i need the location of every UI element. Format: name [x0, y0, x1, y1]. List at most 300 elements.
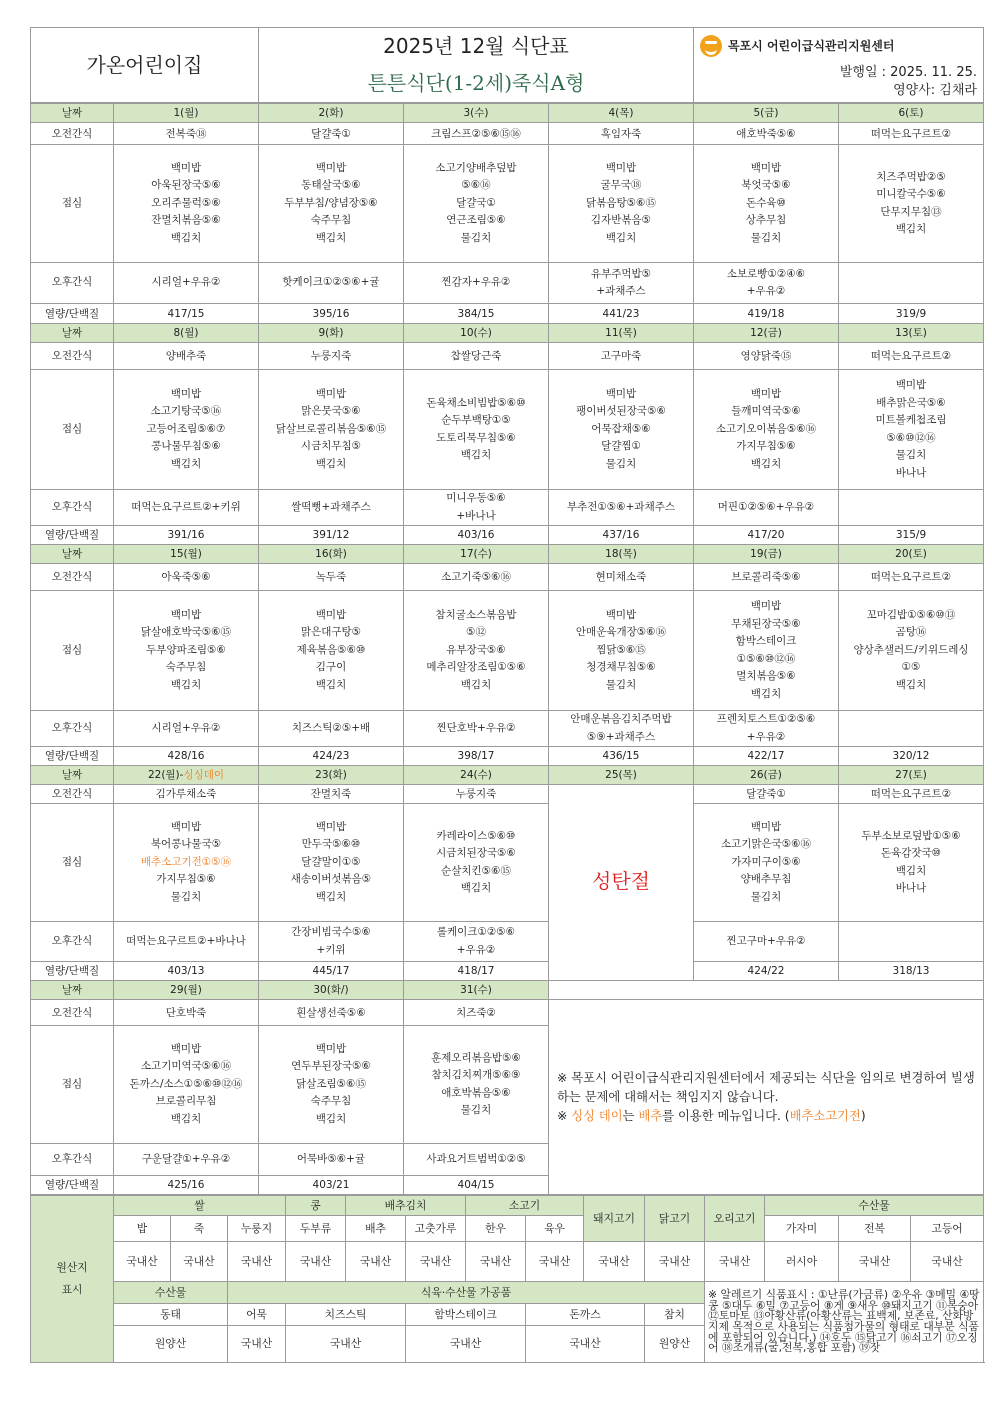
lunch-menu [259, 145, 404, 263]
menu-line: 백미밥 [895, 379, 927, 391]
origin2-value: 국내산 [286, 1326, 406, 1363]
lunch-menu [114, 1026, 259, 1144]
day-header [694, 545, 839, 564]
morning-snack: 브로콜리죽⑤⑥ [694, 564, 839, 591]
kcal-value: 418/17 [404, 962, 549, 981]
lunch-row [31, 370, 984, 490]
origin-group-pork: 돼지고기 [584, 1196, 645, 1242]
morning-snack: 떠먹는요구르트② [839, 564, 984, 591]
day-header [549, 545, 694, 564]
menu-sheet [30, 27, 983, 1363]
label-date: 날짜 [31, 545, 114, 564]
issue-date: 발행일 : 2025. 11. 25. [839, 64, 977, 80]
day-text: 18(목) [605, 548, 637, 560]
day-text: 8(월) [173, 327, 199, 339]
kcal-value: 441/23 [549, 304, 694, 324]
menu-line: 시리얼+우유② [151, 276, 221, 289]
day-text: 17(수) [460, 548, 492, 560]
kcal-value: 436/15 [549, 747, 694, 766]
kcal-row [31, 304, 984, 324]
day-text: 10(수) [460, 327, 492, 339]
menu-line: 찜닭⑤⑥⑮ [596, 643, 646, 656]
menu-line: 연근조림⑤⑥ [446, 214, 506, 227]
afternoon-snack [259, 711, 404, 747]
day-text: 19(금) [750, 548, 782, 560]
menu-line: 가지무침⑤⑥ [156, 873, 216, 886]
kcal-value: 428/16 [114, 747, 259, 766]
day-text: 23(화) [315, 769, 347, 781]
menu-line: 백김치 [460, 449, 492, 461]
morning-snack: 전복죽⑱ [114, 123, 259, 145]
notice-fragment: 싱싱 데이 [571, 1108, 623, 1123]
menu-line: 순살치킨⑤⑥⑮ [441, 864, 511, 877]
day-header [549, 766, 694, 785]
morning-snack: 애호박죽⑤⑥ [694, 123, 839, 145]
menu-line: 청경채무침⑤⑥ [586, 661, 656, 674]
menu-line: 배추맑은국⑤⑥ [876, 396, 946, 409]
morning-row [31, 123, 984, 145]
morning-snack: 떠먹는요구르트② [839, 343, 984, 370]
afternoon-snack [404, 490, 549, 526]
menu-line: 백김치 [315, 678, 347, 691]
day-text: 13(토) [895, 327, 927, 339]
morning-snack: 흑임자죽 [549, 123, 694, 145]
menu-line: 핫케이크①②⑤⑥+귤 [282, 276, 380, 289]
afternoon-row [31, 490, 984, 526]
menu-line: 백미밥 [750, 600, 782, 612]
origin-value: 국내산 [406, 1242, 466, 1282]
afternoon-row [31, 263, 984, 304]
menu-line: 소고기양배추덮밥 [435, 161, 517, 174]
menu-line: 참치굴소스볶음밥 [435, 608, 517, 621]
menu-line: 콩나물무침⑤⑥ [151, 440, 221, 453]
label-kcal: 열량/단백질 [31, 1176, 114, 1195]
day-row [31, 104, 984, 123]
menu-line: 닭볶음탕⑤⑥⑮ [586, 196, 656, 209]
menu-line: +과채주스 [596, 285, 646, 297]
origin-label: 원산지 표시 [31, 1196, 114, 1363]
day-text: 16(화) [315, 548, 347, 560]
menu-line: 꼬마김밥①⑤⑥⑩⑬ [866, 608, 956, 621]
lunch-menu [839, 804, 984, 922]
kcal-value: 398/17 [404, 747, 549, 766]
morning-snack: 소고기죽⑤⑥⑯ [404, 564, 549, 591]
origin-group-seafood: 수산물 [765, 1196, 984, 1216]
menu-line: 시금치무침⑤ [300, 440, 362, 453]
menu-line: 백김치 [605, 231, 637, 244]
menu-line: 미니우동⑤⑥ [446, 492, 506, 504]
afternoon-snack [259, 1144, 404, 1176]
lunch-menu [114, 370, 259, 490]
menu-line: 소고기오이볶음⑤⑥⑯ [715, 422, 817, 435]
afternoon-snack [839, 490, 984, 526]
menu-line: ⑤⑥⑩⑫⑯ [886, 431, 936, 444]
day-header [404, 324, 549, 343]
morning-snack: 녹두죽 [259, 564, 404, 591]
kcal-value: 391/16 [114, 526, 259, 545]
kcal-row [31, 962, 984, 981]
afternoon-snack [694, 711, 839, 747]
morning-snack: 떠먹는요구르트② [839, 123, 984, 145]
lunch-menu [404, 591, 549, 711]
label-afternoon: 오후간식 [31, 711, 114, 747]
menu-line: +바나나 [456, 509, 496, 522]
center-name: 가온어린이집 [31, 28, 259, 103]
menu-line: 달걀국① [456, 196, 496, 209]
afternoon-snack [694, 263, 839, 304]
menu-line: 물김치 [750, 890, 782, 903]
notice-fragment: 를 이용한 메뉴입니다. ( [662, 1108, 790, 1123]
menu-line: 물김치 [605, 678, 637, 691]
day-text: 4(목) [608, 107, 634, 119]
origin-value: 국내산 [584, 1242, 645, 1282]
menu-line: 아욱된장국⑤⑥ [151, 179, 221, 192]
origin-group-beef: 소고기 [466, 1196, 584, 1216]
menu-line: 백미밥 [750, 161, 782, 174]
label-morning: 오전간식 [31, 123, 114, 145]
day-header [404, 981, 549, 1000]
afternoon-snack [839, 711, 984, 747]
menu-line: 새송이버섯볶음⑤ [290, 873, 372, 886]
lunch-row [31, 804, 984, 922]
afternoon-snack [694, 922, 839, 962]
menu-line: 오리주물럭⑤⑥ [151, 196, 221, 209]
day-text: 31(수) [460, 984, 492, 996]
day-text: 3(수) [463, 107, 489, 119]
menu-line: 두부소보로덮밥①⑤⑥ [861, 829, 961, 842]
menu-line: 어묵잡채⑤⑥ [591, 422, 651, 435]
kcal-row [31, 526, 984, 545]
allergy-legend: ※ 알레르기 식품표시 : ①난류(가금류) ②우유 ③메밀 ④땅콩 ⑤대두 ⑥밀 ⑦고등어 ⑧게 ⑨새우 ⑩돼지고기 ⑪복숭아 ⑫토마토 ⑬아황산류(아황산류는 표백제, 보존료, 산화방지제 목적으로 사용되는 식품첨가물의 형태로 대부분 식품에 포함되어 있습니다.) ⑭호두 ⑮닭고기 ⑯쇠고기 ⑰오징어 ⑱조개류(굴,전복,홍합 포함) ⑲잣 [705, 1282, 984, 1363]
menu-line: 소고기미역국⑤⑥⑯ [140, 1060, 232, 1073]
notice-fragment: 배추 [638, 1108, 663, 1123]
empty-day [549, 981, 984, 1000]
kcal-value: 403/21 [259, 1176, 404, 1195]
menu-line: 치즈스틱②⑤+배 [291, 721, 371, 734]
morning-snack: 달걀죽① [259, 123, 404, 145]
menu-line: 찐단호박+우유② [436, 721, 516, 734]
menu-line: 북어콩나물국⑤ [150, 838, 222, 851]
origin2-value: 원양산 [645, 1326, 705, 1363]
menu-line: 백미밥 [315, 608, 347, 621]
morning-snack: 영양닭죽⑮ [694, 343, 839, 370]
origin-value: 국내산 [466, 1242, 526, 1282]
menu-line: 맑은뭇국⑤⑥ [301, 405, 361, 418]
menu-line: 백김치 [460, 882, 492, 894]
afternoon-snack [694, 490, 839, 526]
menu-line: 카레라이스⑤⑥⑩ [436, 829, 516, 842]
origin-sub-header: 한우 [466, 1216, 526, 1242]
afternoon-snack [259, 490, 404, 526]
lunch-menu [259, 591, 404, 711]
origin-sub-header: 밥 [114, 1216, 171, 1242]
day-text: 29(월) [170, 984, 202, 996]
origin2-value: 국내산 [228, 1326, 286, 1363]
menu-line: ⑤⑨+과채주스 [586, 730, 656, 743]
menu-line: 시리얼+우유② [151, 721, 221, 734]
lunch-menu [549, 145, 694, 263]
menu-line: ①⑤⑥⑩⑫⑯ [736, 652, 796, 665]
origin-sub-header: 배추 [346, 1216, 406, 1242]
origin-value: 국내산 [839, 1242, 911, 1282]
day-header [694, 104, 839, 123]
lunch-menu [404, 370, 549, 490]
menu-line: 배추소고기전①⑤⑯ [140, 855, 232, 868]
lunch-menu [694, 591, 839, 711]
notice-line1: ※ 목포시 어린이급식관리지원센터에서 제공되는 식단을 임의로 변경하여 빌생하는 문제에 대해서는 책임지지 않습니다. [557, 1070, 975, 1104]
kcal-value: 445/17 [259, 962, 404, 981]
menu-line: 함박스테이크 [735, 635, 797, 647]
menu-line: 달걀찜① [601, 440, 641, 453]
issue-meta [694, 64, 984, 103]
afternoon-snack [114, 490, 259, 526]
origin-value: 국내산 [526, 1242, 584, 1282]
menu-line: 부추전①⑤⑥+과채주스 [566, 500, 676, 513]
kcal-value: 437/16 [549, 526, 694, 545]
day-header [404, 104, 549, 123]
day-row [31, 981, 984, 1000]
day-text: 26(금) [750, 769, 782, 781]
menu-line: 백미밥 [170, 387, 202, 400]
menu-line: 바나나 [895, 882, 927, 894]
menu-line: 순두부백탕①⑤ [441, 414, 511, 426]
lunch-menu [404, 804, 549, 922]
day-text: 11(목) [605, 327, 637, 339]
lunch-menu [694, 370, 839, 490]
lunch-menu [404, 145, 549, 263]
day-header [839, 104, 984, 123]
lunch-menu [694, 804, 839, 922]
afternoon-snack [114, 263, 259, 304]
morning-snack: 찹쌀당근죽 [404, 343, 549, 370]
kcal-value: 424/22 [694, 962, 839, 981]
day-header [259, 981, 404, 1000]
label-date: 날짜 [31, 104, 114, 123]
label-date: 날짜 [31, 766, 114, 785]
afternoon-snack [114, 922, 259, 962]
menu-line: 물김치 [605, 457, 637, 470]
menu-line: 잔멸치볶음⑤⑥ [151, 214, 221, 227]
origin2-sub-header: 돈까스 [526, 1304, 645, 1326]
morning-snack: 아욱죽⑤⑥ [114, 564, 259, 591]
menu-line: 유부주먹밥⑤ [590, 267, 652, 280]
lunch-menu [404, 1026, 549, 1144]
day-text: 20(토) [895, 548, 927, 560]
day-text: 22(월)- [147, 769, 184, 781]
lunch-menu [259, 370, 404, 490]
menu-line: 닭살애호박국⑤⑥⑮ [140, 626, 232, 639]
morning-snack: 흰살생선죽⑤⑥ [259, 1000, 404, 1026]
origin-group-rice: 쌀 [114, 1196, 286, 1216]
origin-sub-header: 두부류 [286, 1216, 346, 1242]
afternoon-snack [404, 1144, 549, 1176]
menu-line: 물김치 [895, 449, 927, 461]
dietitian: 영양사: 김채라 [893, 82, 977, 98]
menu-line: 참치김치찌개⑤⑥⑨ [431, 1069, 521, 1081]
label-afternoon: 오후간식 [31, 1144, 114, 1176]
notice-fragment: 는 [622, 1108, 639, 1123]
menu-line: 백미밥 [315, 387, 347, 400]
menu-line: 백미밥 [605, 387, 637, 400]
morning-snack: 누룽지죽 [259, 343, 404, 370]
label-morning: 오전간식 [31, 1000, 114, 1026]
day-header [259, 766, 404, 785]
menu-line: 백김치 [170, 1112, 202, 1125]
kcal-value: 419/18 [694, 304, 839, 324]
day-text: 27(토) [895, 769, 927, 781]
menu-line: 닭살조림⑤⑥⑮ [296, 1077, 366, 1090]
morning-snack: 잔멸치죽 [259, 785, 404, 804]
menu-line: +우유② [456, 943, 496, 956]
menu-line: 백미밥 [170, 608, 202, 621]
day-header [839, 324, 984, 343]
menu-line: 안매운육개장⑤⑥⑯ [575, 626, 667, 639]
morning-row [31, 1000, 984, 1026]
menu-line: 곰탕⑯ [895, 626, 927, 639]
origin2-sub-header: 함박스테이크 [406, 1304, 526, 1326]
lunch-menu [114, 145, 259, 263]
menu-line: 미니칼국수⑤⑥ [876, 188, 946, 200]
morning-row [31, 564, 984, 591]
origin2-sub-header: 어묵 [228, 1304, 286, 1326]
morning-snack: 김가루채소죽 [114, 785, 259, 804]
kcal-value: 425/16 [114, 1176, 259, 1195]
origin2-sub-header: 참치 [645, 1304, 705, 1326]
kcal-value: 403/13 [114, 962, 259, 981]
org-logo [694, 28, 984, 64]
morning-snack: 고구마죽 [549, 343, 694, 370]
menu-line: 백미밥 [750, 820, 782, 833]
menu-line: ①⑤ [901, 661, 921, 674]
notice-fragment: 배추소고기전 [789, 1108, 861, 1123]
day-text: 6(토) [898, 107, 924, 119]
menu-line: 소보로빵①②④⑥ [726, 267, 806, 280]
menu-line: 미트볼케첩조림 [875, 414, 947, 426]
day-row [31, 324, 984, 343]
origin-value: 국내산 [114, 1242, 171, 1282]
menu-line: 쌀떡뻥+과채주스 [291, 500, 371, 513]
menu-line: 동태살국⑤⑥ [301, 179, 361, 192]
menu-line: 백미밥 [750, 387, 782, 400]
lunch-row [31, 591, 984, 711]
origin-table [30, 1195, 984, 1363]
menu-line: 백김치 [170, 231, 202, 244]
menu-line: 훈제오리볶음밥⑤⑥ [431, 1051, 521, 1064]
menu-line: 도토리묵무침⑤⑥ [436, 431, 516, 444]
lunch-menu [839, 145, 984, 263]
menu-line: 안매운볶음김치주먹밥 [570, 713, 672, 725]
morning-row [31, 343, 984, 370]
label-lunch: 점심 [31, 804, 114, 922]
menu-line: 소고기맑은국⑤⑥⑯ [720, 838, 812, 851]
kcal-value: 320/12 [839, 747, 984, 766]
menu-line: 두부양파조림⑤⑥ [146, 643, 226, 656]
menu-line: 백미밥 [170, 820, 202, 833]
org-name: 목포시 어린이급식관리지원센터 [728, 38, 895, 53]
label-morning: 오전간식 [31, 785, 114, 804]
day-header [114, 981, 259, 1000]
menu-line: 물김치 [750, 231, 782, 244]
notice-fragment: ※ [557, 1108, 572, 1123]
label-date: 날짜 [31, 324, 114, 343]
menu-line: 프렌치토스트①②⑤⑥ [716, 713, 816, 725]
menu-line: 숙주무침 [310, 214, 352, 227]
menu-line: 굴무국⑱ [600, 179, 642, 192]
label-lunch: 점심 [31, 1026, 114, 1144]
menu-line: 가지무침⑤⑥ [736, 440, 796, 453]
afternoon-snack [404, 263, 549, 304]
label-kcal: 열량/단백질 [31, 747, 114, 766]
menu-line: 백미밥 [170, 1042, 202, 1055]
label-kcal: 열량/단백질 [31, 304, 114, 324]
label-lunch: 점심 [31, 370, 114, 490]
afternoon-snack [549, 711, 694, 747]
menu-line: 단무지무침⑬ [880, 205, 942, 218]
menu-line: 돈까스/소스①⑤⑥⑩⑫⑯ [129, 1077, 243, 1090]
origin2-sub-header: 동태 [114, 1304, 228, 1326]
origin-value: 국내산 [346, 1242, 406, 1282]
morning-snack: 크림스프②⑤⑥⑮⑯ [404, 123, 549, 145]
day-header [404, 545, 549, 564]
menu-line: 닭살브로콜리볶음⑤⑥⑮ [275, 422, 387, 435]
origin-value: 국내산 [286, 1242, 346, 1282]
day-header [114, 104, 259, 123]
lunch-menu [549, 591, 694, 711]
menu-line: 물김치 [460, 1104, 492, 1116]
menu-line: 팽이버섯된장국⑤⑥ [576, 405, 666, 418]
menu-line: 백김치 [750, 687, 782, 700]
day-header [839, 766, 984, 785]
menu-line: 찐감자+우유② [441, 276, 511, 289]
menu-line: 찐고구마+우유② [726, 934, 806, 947]
day-header [114, 766, 259, 785]
morning-snack: 현미채소죽 [549, 564, 694, 591]
menu-line: 백김치 [170, 678, 202, 691]
page-subtitle: 튼튼식단(1-2세)죽식A형 [259, 64, 694, 103]
afternoon-snack [839, 263, 984, 304]
menu-line: 북엇국⑤⑥ [741, 179, 791, 192]
origin-group-bean: 콩 [286, 1196, 346, 1216]
menu-line: 백김치 [895, 223, 927, 235]
origin2-value: 국내산 [526, 1326, 645, 1363]
morning-snack: 누룽지죽 [404, 785, 549, 804]
kcal-value: 404/15 [404, 1176, 549, 1195]
notice-fragment: ) [860, 1108, 866, 1123]
kcal-row [31, 747, 984, 766]
holiday-cell [549, 785, 694, 981]
menu-line: 유부장국⑤⑥ [446, 643, 506, 656]
morning-row [31, 785, 984, 804]
day-row [31, 545, 984, 564]
lunch-menu [694, 145, 839, 263]
afternoon-row [31, 922, 984, 962]
afternoon-snack [259, 263, 404, 304]
morning-snack: 양배추죽 [114, 343, 259, 370]
day-text: 24(수) [460, 769, 492, 781]
smile-logo-icon [700, 35, 722, 57]
day-header [259, 324, 404, 343]
menu-line: 롤케이크①②⑤⑥ [436, 926, 516, 938]
menu-line: 백김치 [315, 231, 347, 244]
menu-line: 머핀①②⑤⑥+우유② [717, 500, 815, 513]
menu-line: 백김치 [750, 457, 782, 470]
menu-line: 멸치볶음⑤⑥ [736, 670, 796, 682]
origin-row2-head-b: 식육·수산물 가공품 [228, 1282, 705, 1304]
holiday-label: 성탄절 [592, 868, 650, 893]
menu-line: 맑은대구탕⑤ [300, 626, 362, 639]
label-morning: 오전간식 [31, 343, 114, 370]
morning-snack: 단호박죽 [114, 1000, 259, 1026]
